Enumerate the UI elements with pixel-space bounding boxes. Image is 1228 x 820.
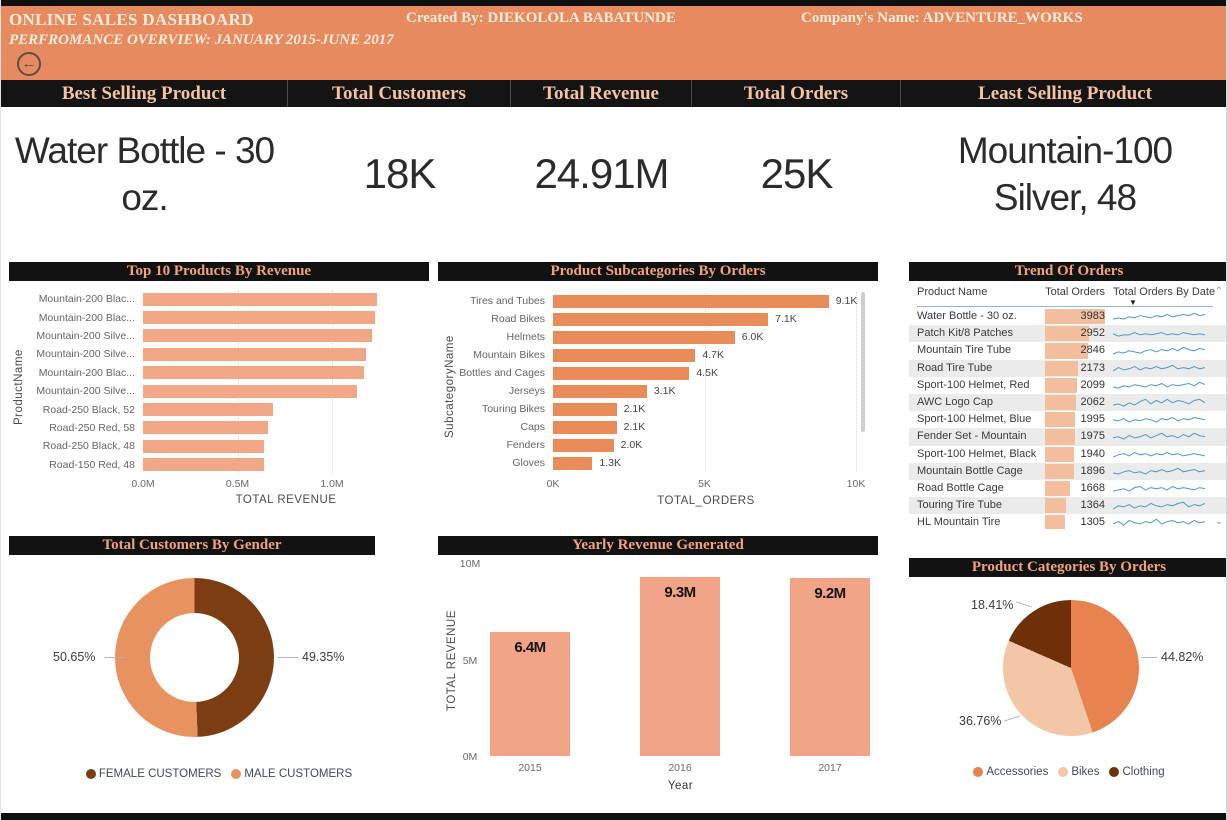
bar-category-label: Tires and Tubes [470,295,545,307]
legend-item[interactable] [1109,766,1164,778]
y-tick-label: 5M [462,654,478,667]
sparkline [1113,482,1205,495]
legend-label: MALE CUSTOMERS [244,768,353,780]
cell-total-orders: 2099 [1080,378,1105,391]
bar-row [42,400,429,418]
table-row[interactable] [909,514,1228,529]
callout-label-right: 49.35% [302,650,345,664]
chart-title: Product Categories By Orders [909,558,1228,577]
x-tick-label: 2016 [668,762,692,774]
bar-row [520,418,859,436]
bar[interactable] [490,632,570,756]
column-header-orders-by-date: Total Orders By Date [1113,286,1216,298]
bar[interactable] [790,578,870,756]
chart-title: Total Customers By Gender [9,536,375,555]
table-row[interactable] [909,377,1228,394]
sparkline [1113,362,1205,375]
column-header-total-orders: Total Orders [1045,286,1105,298]
bar-row [473,346,859,364]
cell-product-name: Sport-100 Helmet, Red [917,378,1030,391]
y-axis-title: TOTAL REVENUE [446,610,458,712]
bar-category-label: Mountain-200 Silve... [36,348,135,361]
header-band [1,6,1228,80]
page-title: ONLINE SALES DASHBOARD [9,10,254,29]
callout-line-left [105,657,125,658]
bar-value-label: 9.1K [835,295,858,307]
callout-label-clothing: 18.41% [971,598,1014,612]
bar[interactable] [143,385,357,398]
bar-row [506,328,859,346]
bar-row [36,345,429,363]
legend-dot [1109,767,1119,777]
kpi-header-1: Total Customers [288,80,511,107]
sparkline [1113,327,1205,340]
created-by-text: Created By: DIEKOLOLA BABATUNDE [406,10,676,26]
scroll-up-icon[interactable]: ⌃ [1214,286,1223,297]
kpi-value-text: 24.91M [534,150,669,198]
callout-label-accessories: 44.82% [1161,650,1204,664]
table-row[interactable] [909,325,1228,342]
bar-value-label: 7.1K [775,313,797,325]
bar[interactable] [143,348,366,361]
cell-product-name: Touring Tire Tube [917,499,1002,512]
cell-product-name: HL Mountain Tire [917,516,1001,529]
kpi-header-3: Total Orders [692,80,901,107]
kpi-value-4 [901,107,1228,242]
bar-row [42,437,429,455]
panel-customers-by-gender [9,536,429,812]
bar-category-label: Mountain Bikes [473,349,545,361]
bar[interactable] [553,349,695,362]
x-tick-label: 0K [546,478,560,490]
y-tick-label: 0M [462,751,478,763]
bar-value-label: 6.4M [514,639,546,657]
x-axis-title: TOTAL_ORDERS [657,495,755,507]
kpi-value-text: 25K [760,150,833,198]
bar-category-label: Mountain-200 Silve... [36,385,135,398]
scroll-down-icon[interactable]: ⌄ [1214,516,1223,527]
bar[interactable] [640,577,720,756]
bar[interactable] [553,385,647,398]
kpi-value-3 [692,107,901,242]
kpi-value-1 [288,107,511,242]
x-tick-label: 5K [698,478,711,490]
table-row[interactable] [909,463,1228,480]
bar-category-label: Mountain-200 Blac... [38,311,135,324]
bar[interactable] [143,440,264,453]
bar-category-label: Helmets [506,331,545,343]
bar-category-label: Touring Bikes [481,403,545,415]
bar[interactable] [553,331,735,344]
bar-row [508,382,859,400]
bar-value-label: 2.0K [620,439,643,451]
bar-category-label: Mountain-200 Blac... [38,366,135,379]
bar-category-label: Road Bikes [491,313,545,325]
table-row[interactable] [909,394,1228,411]
sparkline [1113,310,1205,323]
callout-line-accessories [1141,657,1157,658]
bar-category-label: Road-150 Red, 48 [49,458,135,471]
cell-product-name: Sport-100 Helmet, Blue [917,413,1032,426]
bar-category-label: Caps [520,421,545,433]
chart-scrollbar[interactable] [861,292,865,432]
legend-item[interactable] [1058,766,1099,778]
sparkline [1113,465,1205,478]
pie-chart[interactable] [1003,600,1139,736]
sparkline [1113,344,1205,357]
bar-row [36,327,429,345]
legend-dot [973,767,983,777]
bar-value-label: 9.2M [814,585,846,603]
bar-category-label: Gloves [512,457,545,469]
bar-category-label: Mountain-200 Blac... [38,293,135,306]
chart-title: Yearly Revenue Generated [438,536,878,555]
callout-line-clothing [1016,602,1032,608]
bar-category-label: Road-250 Red, 58 [49,421,135,434]
bar-row [512,454,859,472]
bar-row [506,436,859,454]
sparkline [1113,448,1205,461]
kpi-header-4: Least Selling Product [978,82,1152,104]
sparkline [1113,379,1205,392]
legend-label: Bikes [1071,766,1100,778]
page-subtitle: PERFROMANCE OVERVIEW: JANUARY 2015-JUNE 2017 [9,32,394,48]
plot-area [36,290,429,474]
y-tick-label: 10M [459,558,481,570]
sparkline [1113,396,1205,409]
legend-label: Accessories [986,766,1049,778]
kpi-value-text: Water Bottle - 30 oz. [14,130,275,218]
header-separator [917,306,1213,307]
cell-databar [1045,395,1076,410]
legend-dot [231,769,241,779]
x-tick-label: 2017 [818,762,842,774]
plot-area [459,292,859,472]
cell-total-orders: 1668 [1080,481,1105,494]
bar[interactable] [553,403,617,416]
bar[interactable] [143,311,375,324]
y-axis-title: SubcategoryName [444,335,456,439]
bar[interactable] [553,457,592,470]
bar-row [38,290,429,308]
bar-row [38,364,429,382]
cell-databar [1045,378,1077,393]
cell-databar [1045,464,1074,479]
table-row[interactable] [909,428,1228,445]
kpi-header-0: Best Selling Product [1,80,288,107]
chart-title: Top 10 Products By Revenue [9,262,429,281]
bar-category-label: Jerseys [508,385,545,397]
chart-title: Trend Of Orders [909,262,1228,281]
legend-dot [1058,767,1068,777]
panel-subcategories-orders [438,262,878,512]
chart-legend [909,766,1228,778]
bar-value-label: 6.0K [741,331,764,343]
kpi-header-2: Total Revenue [511,80,692,107]
company-name-text: Company's Name: ADVENTURE_WORKS [801,10,1083,26]
sort-descending-icon[interactable]: ▼ [1129,298,1137,307]
back-arrow-icon[interactable]: ← [17,52,41,76]
kpi-header-bar [1,80,1228,107]
bottom-edge-strip [1,813,1228,820]
bar-value-label: 3.1K [653,385,676,397]
x-axis-title: Year [667,780,694,792]
cell-product-name: Mountain Bottle Cage [917,464,1023,477]
sparkline [1113,413,1205,426]
table-row[interactable] [909,308,1228,325]
table-body [909,308,1228,529]
sparkline [1113,499,1205,512]
cell-product-name: Water Bottle - 30 oz. [917,310,1017,322]
sparkline [1113,430,1205,443]
kpi-value-0 [1,107,288,242]
cell-databar [1045,498,1066,513]
table-row[interactable] [909,446,1228,463]
y-axis-title: ProductName [13,349,25,425]
bar-row [481,400,859,418]
bar-row [491,310,859,328]
cell-total-orders: 2846 [1080,344,1105,357]
cell-databar [1045,412,1075,427]
table-row[interactable] [909,342,1228,359]
bar[interactable] [143,403,273,416]
cell-total-orders: 1896 [1080,464,1105,477]
bar[interactable] [553,367,689,380]
callout-line-bikes [1004,716,1020,722]
table-row[interactable] [909,480,1228,497]
legend-label: Clothing [1122,766,1165,778]
panel-categories-by-orders [909,558,1228,812]
panel-top10-products [9,262,429,512]
kpi-value-text: 18K [363,150,436,198]
cell-total-orders: 1305 [1080,516,1105,529]
legend-item[interactable] [86,768,221,780]
bar-row [459,364,859,382]
callout-label-bikes: 36.76% [959,714,1002,728]
cell-product-name: Fender Set - Mountain [917,430,1027,443]
bar-category-label: Road-250 Black, 48 [42,440,135,453]
cell-total-orders: 1975 [1080,430,1105,443]
cell-total-orders: 2062 [1080,395,1105,408]
cell-total-orders: 2173 [1080,361,1105,374]
cell-total-orders: 3983 [1080,310,1105,322]
kpi-values-row [1,107,1228,242]
x-tick-label: 1.0M [320,478,344,490]
bar-value-label: 2.1K [623,403,646,415]
sparkline [1113,516,1205,529]
table-row[interactable] [909,360,1228,377]
bar[interactable] [143,329,372,342]
panel-trend-of-orders [909,262,1228,532]
cell-product-name: AWC Logo Cap [917,395,994,408]
cell-total-orders: 1364 [1080,499,1105,512]
bar-value-label: 2.1K [623,421,646,433]
legend-dot [86,769,96,779]
x-axis-title: TOTAL REVENUE [235,494,337,506]
legend-item[interactable] [231,768,352,780]
cell-databar [1045,447,1074,462]
callout-label-left: 50.65% [53,650,96,664]
bar[interactable] [553,421,617,434]
bar-category-label: Road-250 Black, 52 [42,403,135,416]
chart-legend [9,768,429,780]
bar-row [38,308,429,326]
donut-hole [150,613,239,702]
bar[interactable] [553,313,768,326]
bar[interactable] [143,421,268,434]
bar-value-label: 4.5K [696,367,718,379]
cell-product-name: Road Tire Tube [917,361,993,374]
bar-value-label: 4.7K [702,349,725,361]
cell-total-orders: 1940 [1080,447,1105,460]
bar-value-label: 1.3K [599,457,621,469]
bar-row [49,456,429,474]
bar[interactable] [143,458,264,471]
kpi-value-text: Mountain-100 Silver, 48 [957,130,1173,218]
panel-yearly-revenue [438,536,878,812]
table-row[interactable] [909,411,1228,428]
cell-databar [1045,361,1078,376]
cell-total-orders: 1995 [1080,413,1105,426]
cell-product-name: Mountain Tire Tube [917,344,1012,357]
bar[interactable] [143,293,377,306]
bar-category-label: Fenders [506,439,545,451]
cell-product-name: Patch Kit/8 Patches [917,327,1013,340]
kpi-value-2 [511,107,692,242]
bar-row [470,292,859,310]
bar[interactable] [553,295,829,308]
cell-total-orders: 2952 [1080,327,1105,340]
bar-category-label: Bottles and Cages [459,367,545,379]
bar[interactable] [553,439,614,452]
legend-item[interactable] [973,766,1048,778]
bar[interactable] [143,366,364,379]
bar-row [49,419,429,437]
column-header-product-name: Product Name [917,286,988,298]
chart-title: Product Subcategories By Orders [438,262,878,281]
cell-databar [1045,515,1065,529]
bar-category-label: Mountain-200 Silve... [36,329,135,342]
bar-value-label: 9.3M [664,583,696,601]
callout-line-right [278,657,298,658]
legend-label: FEMALE CUSTOMERS [98,768,222,780]
x-tick-label: 2015 [518,762,542,774]
bar-row [36,382,429,400]
x-tick-label: 10K [846,478,866,490]
cell-databar [1045,429,1075,444]
x-tick-label: 0.0M [131,478,155,490]
x-tick-label: 0.5M [225,478,250,490]
cell-product-name: Sport-100 Helmet, Black [917,447,1037,460]
table-row[interactable] [909,497,1228,514]
cell-product-name: Road Bottle Cage [917,481,1004,494]
cell-databar [1045,481,1070,496]
